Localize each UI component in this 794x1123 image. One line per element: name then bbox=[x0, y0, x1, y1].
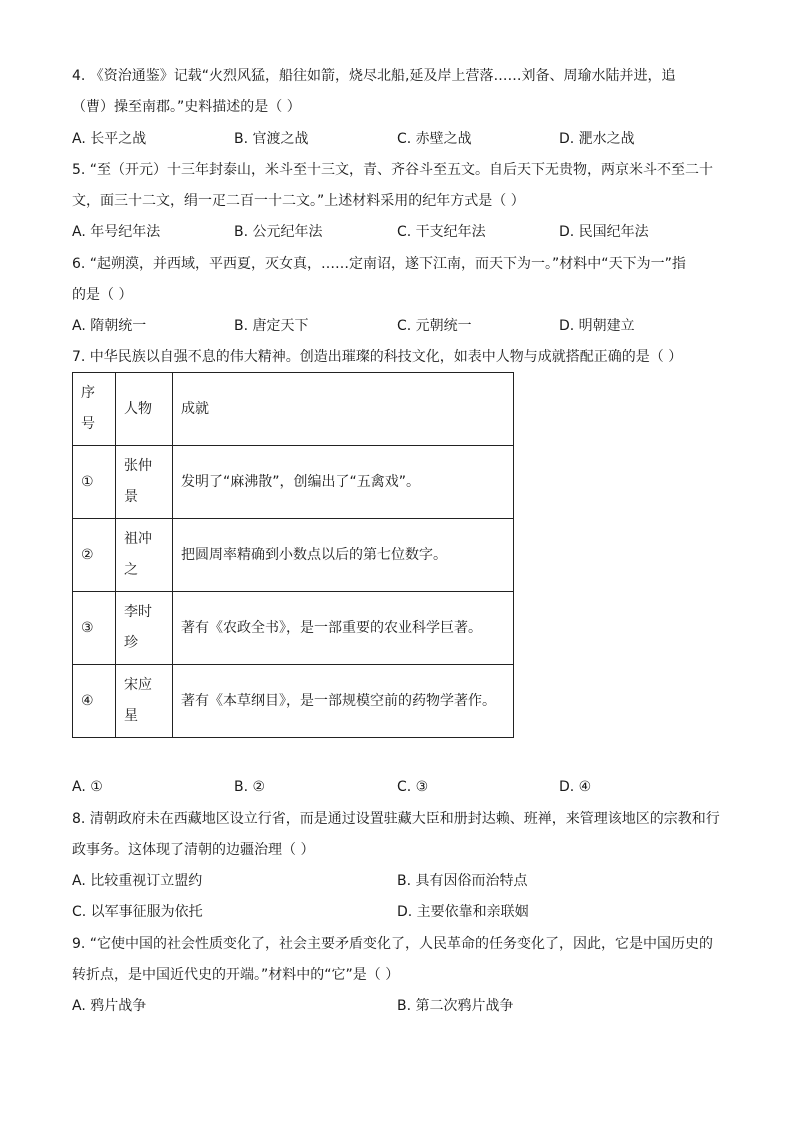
q6-option-b[interactable]: B. 唐定天下 bbox=[234, 318, 309, 334]
header-number-cell bbox=[73, 373, 116, 446]
q5-stem-line1: 5. “至（开元）十三年封泰山，米斗至十三文，青、齐谷斗至五文。自后天下无贵物，两京米斗不至二十 bbox=[72, 162, 714, 178]
q6-stem-line1: 6. “起朔漠，并西域，平西夏，灭女真，……定南诏，遂下江南，而天下为一。”材料中“天下为一”指 bbox=[72, 256, 686, 272]
row-person-line1: 张仲 bbox=[124, 458, 152, 474]
row-number: ② bbox=[73, 519, 116, 592]
row-person bbox=[116, 446, 173, 519]
q5-option-d[interactable]: D. 民国纪年法 bbox=[559, 224, 649, 240]
row-number: ④ bbox=[73, 665, 116, 738]
table-row bbox=[73, 665, 514, 738]
row-person-line1: 宋应 bbox=[124, 677, 152, 693]
q4-option-d[interactable]: D. 淝水之战 bbox=[559, 131, 635, 147]
row-number: ③ bbox=[73, 592, 116, 665]
q6-option-d[interactable]: D. 明朝建立 bbox=[559, 318, 635, 334]
q5-option-a[interactable]: A. 年号纪年法 bbox=[72, 224, 161, 240]
q6-option-c[interactable]: C. 元朝统一 bbox=[397, 318, 472, 334]
row-person bbox=[116, 592, 173, 665]
q9-stem-line1: 9. “它使中国的社会性质变化了，社会主要矛盾变化了，人民革命的任务变化了，因此，它是中国历史的 bbox=[72, 936, 714, 952]
q7-option-c[interactable]: C. ③ bbox=[397, 779, 429, 795]
q8-option-d[interactable]: D. 主要依靠和亲联姻 bbox=[397, 904, 529, 920]
q8-stem-line1: 8. 清朝政府未在西藏地区设立行省，而是通过设置驻藏大臣和册封达赖、班禅，来管理该地区的宗教和行 bbox=[72, 811, 720, 827]
q6-stem-line2: 的是（ ） bbox=[72, 287, 133, 303]
header-number-char2: 号 bbox=[81, 416, 95, 432]
q8-option-c[interactable]: C. 以军事征服为依托 bbox=[72, 904, 203, 920]
table-header-row bbox=[73, 373, 514, 446]
row-achievement: 把圆周率精确到小数点以后的第七位数字。 bbox=[173, 519, 514, 592]
q5-stem-line2: 文，面三十二文，绢一疋二百一十二文。”上述材料采用的纪年方式是（ ） bbox=[72, 193, 525, 209]
q9-option-b[interactable]: B. 第二次鸦片战争 bbox=[397, 998, 514, 1014]
q8-stem-line2: 政事务。这体现了清朝的边疆治理（ ） bbox=[72, 842, 315, 858]
row-person-line2: 之 bbox=[124, 562, 138, 578]
q7-option-a[interactable]: A. ① bbox=[72, 779, 103, 795]
row-person-line2: 星 bbox=[124, 708, 138, 724]
row-achievement: 著有《农政全书》，是一部重要的农业科学巨著。 bbox=[173, 592, 514, 665]
q5-option-c[interactable]: C. 干支纪年法 bbox=[397, 224, 486, 240]
header-number-char1: 序 bbox=[81, 385, 95, 401]
row-person-line1: 祖冲 bbox=[124, 531, 152, 547]
q4-stem-line2: （曹）操至南郡。”史料描述的是（ ） bbox=[72, 99, 301, 115]
table-row bbox=[73, 446, 514, 519]
table-row bbox=[73, 519, 514, 592]
q8-option-a[interactable]: A. 比较重视订立盟约 bbox=[72, 873, 203, 889]
row-person-line2: 珍 bbox=[124, 635, 138, 651]
q9-stem-line2: 转折点，是中国近代史的开端。”材料中的“它”是（ ） bbox=[72, 967, 400, 983]
q4-option-b[interactable]: B. 官渡之战 bbox=[234, 131, 309, 147]
header-achievement-cell: 成就 bbox=[173, 373, 514, 446]
q7-stem: 7. 中华民族以自强不息的伟大精神。创造出璀璨的科技文化，如表中人物与成就搭配正确的是（ ） bbox=[72, 349, 683, 365]
header-person-cell: 人物 bbox=[116, 373, 173, 446]
q4-stem-line1: 4. 《资治通鉴》记载“火烈风猛，船往如箭，烧尽北船,延及岸上营落……刘备、周瑜水陆并进，追 bbox=[72, 68, 676, 84]
q6-option-a[interactable]: A. 隋朝统一 bbox=[72, 318, 147, 334]
row-person bbox=[116, 665, 173, 738]
row-number: ① bbox=[73, 446, 116, 519]
q4-option-c[interactable]: C. 赤壁之战 bbox=[397, 131, 472, 147]
row-person-line1: 李时 bbox=[124, 604, 152, 620]
table-row bbox=[73, 592, 514, 665]
row-achievement: 著有《本草纲目》，是一部规模空前的药物学著作。 bbox=[173, 665, 514, 738]
q7-option-d[interactable]: D. ④ bbox=[559, 779, 592, 795]
q9-option-a[interactable]: A. 鸦片战争 bbox=[72, 998, 147, 1014]
q7-option-b[interactable]: B. ② bbox=[234, 779, 266, 795]
row-person-line2: 景 bbox=[124, 489, 138, 505]
q4-option-a[interactable]: A. 长平之战 bbox=[72, 131, 147, 147]
achievements-table bbox=[72, 372, 514, 738]
row-person bbox=[116, 519, 173, 592]
q5-option-b[interactable]: B. 公元纪年法 bbox=[234, 224, 323, 240]
q8-option-b[interactable]: B. 具有因俗而治特点 bbox=[397, 873, 528, 889]
row-achievement: 发明了“麻沸散”，创编出了“五禽戏”。 bbox=[173, 446, 514, 519]
